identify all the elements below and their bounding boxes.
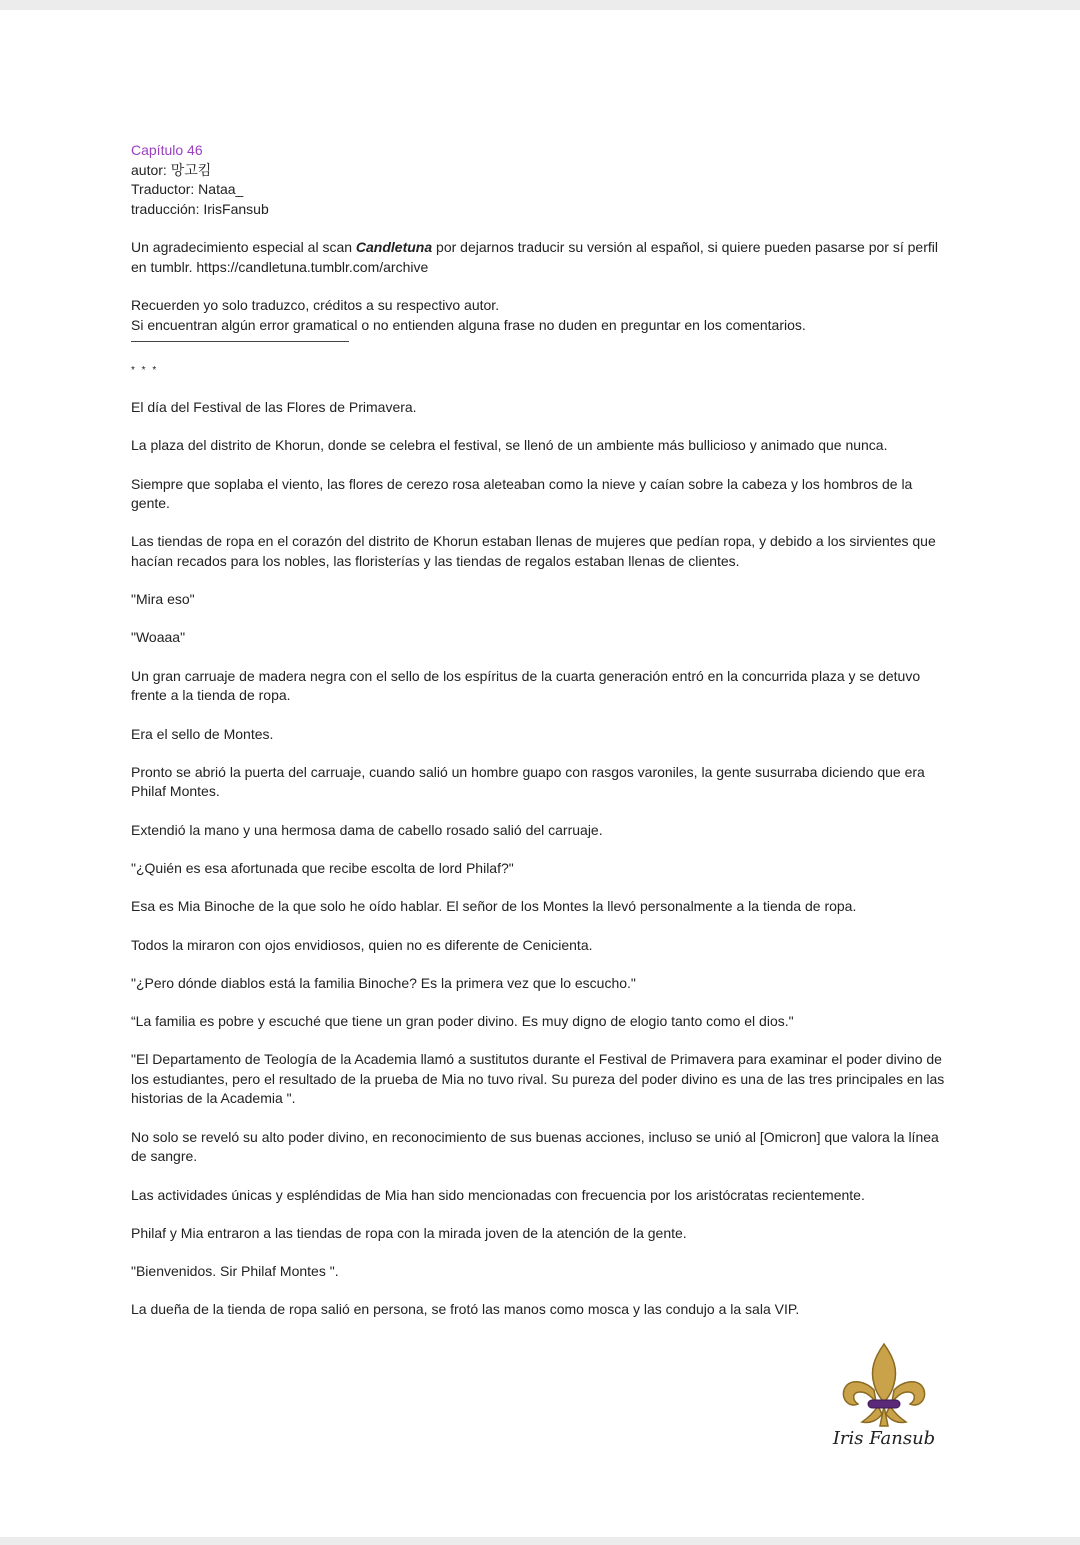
thanks-text-after: por dejarnos traducir su versión al español, si quiere pueden pasarse por sí perfil en tumblr. https://candletuna.tumblr.com/archive <box>131 239 938 275</box>
story-paragraph: "Bienvenidos. Sir Philaf Montes ". <box>131 1263 339 1280</box>
story-paragraph: El día del Festival de las Flores de Primavera. <box>131 399 417 415</box>
story-paragraph: Pronto se abrió la puerta del carruaje, cuando salió un hombre guapo con rasgos varoniles, la gente susurraba diciendo que era Philaf Montes. <box>131 763 925 800</box>
story-body <box>131 398 953 1320</box>
chapter-title: Capítulo 46 <box>131 142 203 158</box>
story-paragraph: Todos la miraron con ojos envidiosos, quien no es diferente de Cenicienta. <box>131 936 593 953</box>
story-paragraph: Las actividades únicas y espléndidas de Mia han sido mencionadas con frecuencia por los aristócratas recientemente. <box>131 1186 865 1203</box>
story-paragraph: Las tiendas de ropa en el corazón del distrito de Khorun estaban llenas de mujeres que pedían ropa, y debido a los sirvientes que hacían recados para los nobles, las floristerías y las tiendas de regalos estaban llenas de clientes. <box>131 533 936 569</box>
scan-name: Candletuna <box>355 239 433 255</box>
top-edge <box>0 0 1080 10</box>
iris-fansub-logo <box>832 1340 936 1458</box>
story-paragraph: Siempre que soplaba el viento, las flores de cerezo rosa aleteaban como la nieve y caían sobre la cabeza y los hombros de la gente. <box>131 475 913 512</box>
story-paragraph: "Woaaa" <box>131 629 186 646</box>
chapter-header <box>131 141 953 219</box>
translator-line: Traductor: Nataa_ <box>131 181 244 197</box>
story-paragraph: Extendió la mano y una hermosa dama de cabello rosado salió del carruaje. <box>131 821 603 838</box>
story-paragraph: Un gran carruaje de madera negra con el sello de los espíritus de la cuarta generación entró en la concurrida plaza y se detuvo frente a la tienda de ropa. <box>131 667 921 704</box>
story-paragraph: "¿Pero dónde diablos está la familia Binoche? Es la primera vez que lo escucho." <box>131 974 636 991</box>
story-paragraph: La dueña de la tienda de ropa salió en persona, se frotó las manos como mosca y las condujo a la sala VIP. <box>131 1301 800 1318</box>
document-page <box>131 141 953 1339</box>
scene-separator: * * * <box>131 365 159 376</box>
story-paragraph: “La familia es pobre y escuché que tiene un gran poder divino. Es muy digno de elogio tanto como el dios." <box>131 1013 794 1030</box>
fleur-de-lis-icon <box>838 1340 930 1430</box>
story-paragraph: La plaza del distrito de Khorun, donde se celebra el festival, se llenó de un ambiente más bullicioso y animado que nunca. <box>131 437 888 454</box>
bottom-edge <box>0 1537 1080 1545</box>
story-paragraph: Esa es Mia Binoche de la que solo he oído hablar. El señor de los Montes la llevó personalmente a la tienda de ropa. <box>131 898 857 915</box>
story-paragraph: "El Departamento de Teología de la Academia llamó a sustitutos durante el Festival de Primavera para examinar el poder divino de los estudiantes, pero el resultado de la prueba de Mia no tuvo rival. Su pureza del poder divino es una de las tres principales en las historias de la Academia ". <box>131 1051 945 1107</box>
horizontal-rule <box>131 341 349 342</box>
author-line: autor: 망고킴 <box>131 161 212 178</box>
credits-paragraph <box>131 296 953 335</box>
story-paragraph: Philaf y Mia entraron a las tiendas de ropa con la mirada joven de la atención de la gente. <box>131 1224 687 1241</box>
story-paragraph: Era el sello de Montes. <box>131 725 274 742</box>
logo-text: Iris Fansub <box>832 1428 936 1449</box>
intro-notes <box>131 238 953 335</box>
story-paragraph: "¿Quién es esa afortunada que recibe escolta de lord Philaf?" <box>131 859 514 876</box>
story-paragraph: "Mira eso" <box>131 591 195 608</box>
thanks-paragraph <box>131 238 953 277</box>
thanks-text-before: Un agradecimiento especial al scan <box>131 239 356 255</box>
story-paragraph: No solo se reveló su alto poder divino, en reconocimiento de sus buenas acciones, incluso se unió al [Omicron] que valora la línea de sangre. <box>131 1128 939 1165</box>
credits-line-1: Recuerden yo solo traduzco, créditos a su respectivo autor. <box>131 297 500 313</box>
translation-line: traducción: IrisFansub <box>131 200 269 217</box>
credits-line-2: Si encuentran algún error gramatical o no entienden alguna frase no duden en preguntar en los comentarios. <box>131 316 806 333</box>
